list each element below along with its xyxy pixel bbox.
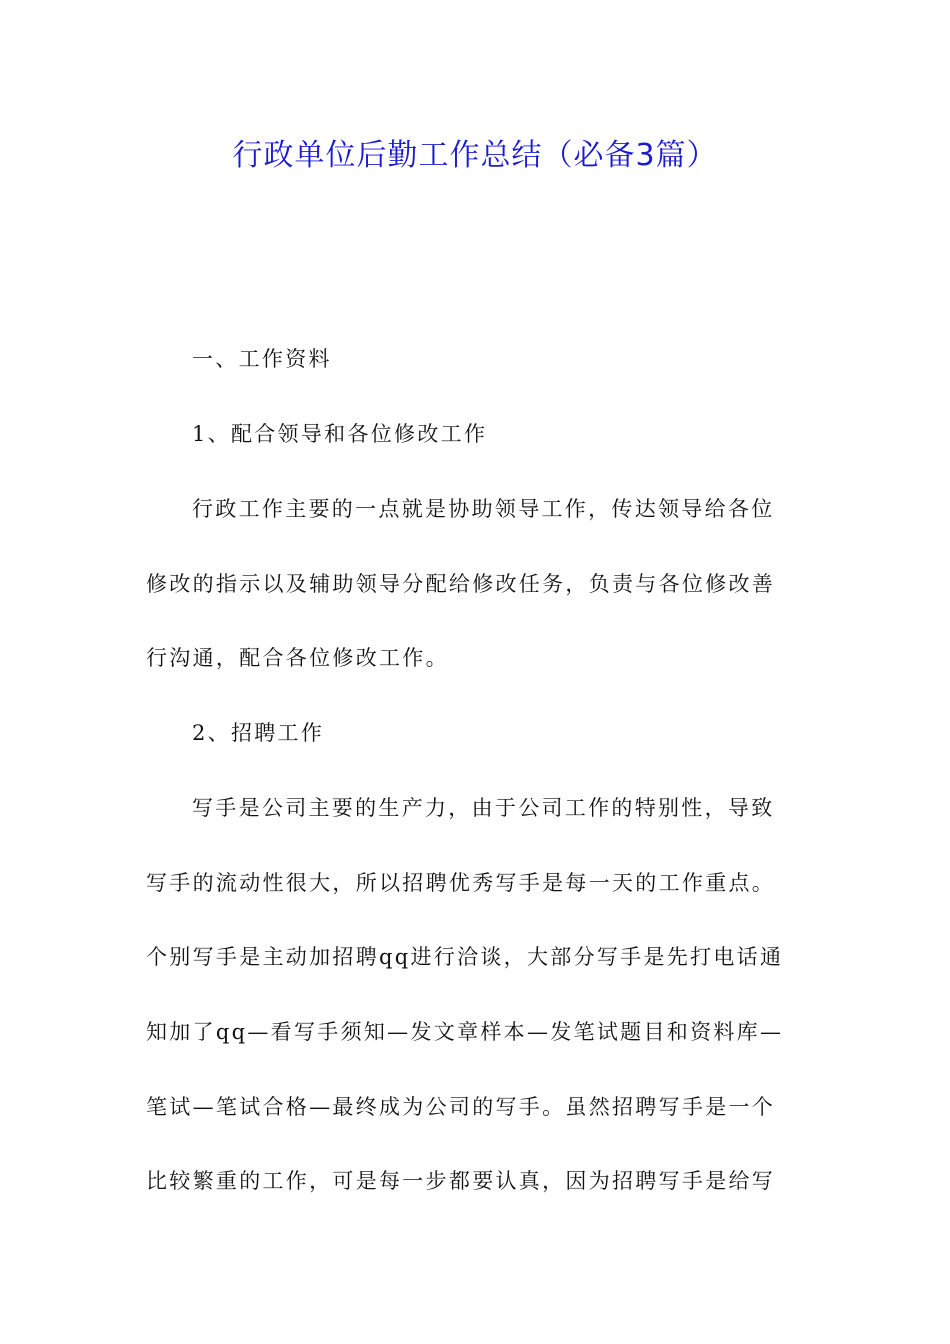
item1-paragraph-line: 行沟通，配合各位修改工作。: [146, 646, 449, 670]
item1-heading: 1、配合领导和各位修改工作: [192, 422, 488, 446]
item2-paragraph-line: 写手的流动性很大，所以招聘优秀写手是每一天的工作重点。: [146, 871, 776, 895]
item2-paragraph-line: 知加了qq—看写手须知—发文章样本—发笔试题目和资料库—: [146, 1020, 784, 1044]
item2-paragraph-line: 写手是公司主要的生产力，由于公司工作的特别性，导致: [192, 796, 775, 820]
item2-paragraph-line: 比较繁重的工作，可是每一步都要认真，因为招聘写手是给写: [146, 1169, 776, 1193]
item2-heading: 2、招聘工作: [192, 721, 325, 745]
item1-paragraph-line: 行政工作主要的一点就是协助领导工作，传达领导给各位: [192, 497, 775, 521]
document-title: 行政单位后勤工作总结（必备3篇）: [232, 138, 718, 173]
item2-paragraph-line: 笔试—笔试合格—最终成为公司的写手。虽然招聘写手是一个: [146, 1095, 776, 1119]
item2-paragraph-line: 个别写手是主动加招聘qq进行洽谈，大部分写手是先打电话通: [146, 945, 784, 969]
item1-paragraph-line: 修改的指示以及辅助领导分配给修改任务，负责与各位修改善: [146, 572, 776, 596]
section-heading: 一、工作资料: [192, 347, 332, 371]
